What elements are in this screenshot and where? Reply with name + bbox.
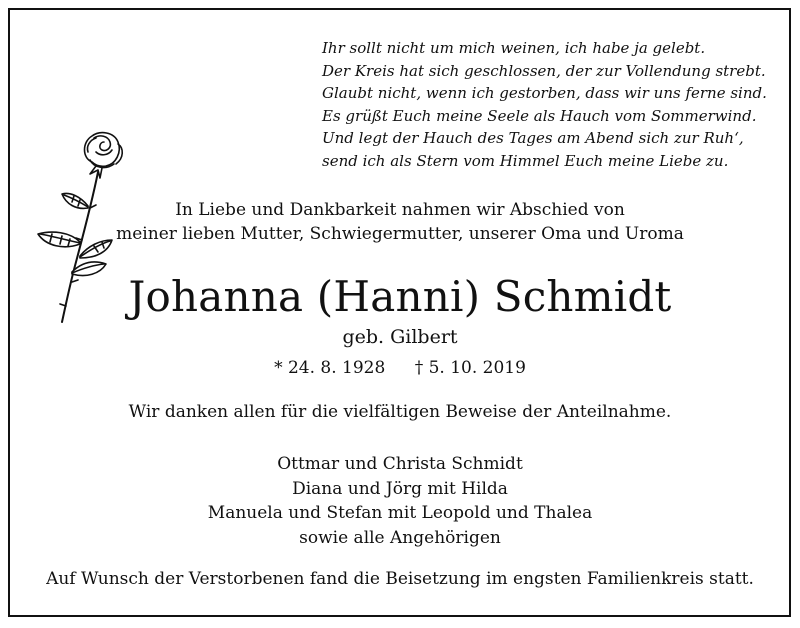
family-line: sowie alle Angehörigen [299,527,501,548]
thanks-text: Wir danken allen für die vielfältigen Beweise der Anteilnahme. [128,402,672,422]
poem-line: Ihr sollt nicht um mich weinen, ich habe ja gelebt. [322,39,706,57]
closing-note: Auf Wunsch der Verstorbenen fand die Beisetzung im engsten Familienkreis statt. [46,569,754,589]
family-line: Ottmar und Christa Schmidt [277,454,523,474]
birth-date: * 24. 8. 1928 [274,358,386,378]
family-line: Diana und Jörg mit Hilda [292,478,508,499]
deceased-name: Johanna (Hanni) Schmidt [128,272,672,321]
maiden-name: geb. Gilbert [342,326,458,348]
intro-text [0,198,800,246]
poem-line: Glaubt nicht, wenn ich gestorben, dass wir uns ferne sind. [322,84,767,102]
life-dates [0,356,800,380]
poem-line: send ich als Stern vom Himmel Euch meine Liebe zu. [322,151,729,170]
intro-line: In Liebe und Dankbarkeit nahmen wir Abschied von [175,200,625,220]
poem [322,37,782,172]
family-signatures [0,452,800,550]
family-line: Manuela und Stefan mit Leopold und Thalea [207,503,593,523]
poem-line: Es grüßt Euch meine Seele als Hauch vom Sommerwind. [322,106,757,125]
death-date: † 5. 10. 2019 [414,358,526,378]
intro-line: meiner lieben Mutter, Schwiegermutter, unserer Oma und Uroma [116,224,684,244]
poem-line: Und legt der Hauch des Tages am Abend sich zur Ruh‘, [322,129,744,147]
poem-line: Der Kreis hat sich geschlossen, der zur Vollendung strebt. [322,61,766,80]
